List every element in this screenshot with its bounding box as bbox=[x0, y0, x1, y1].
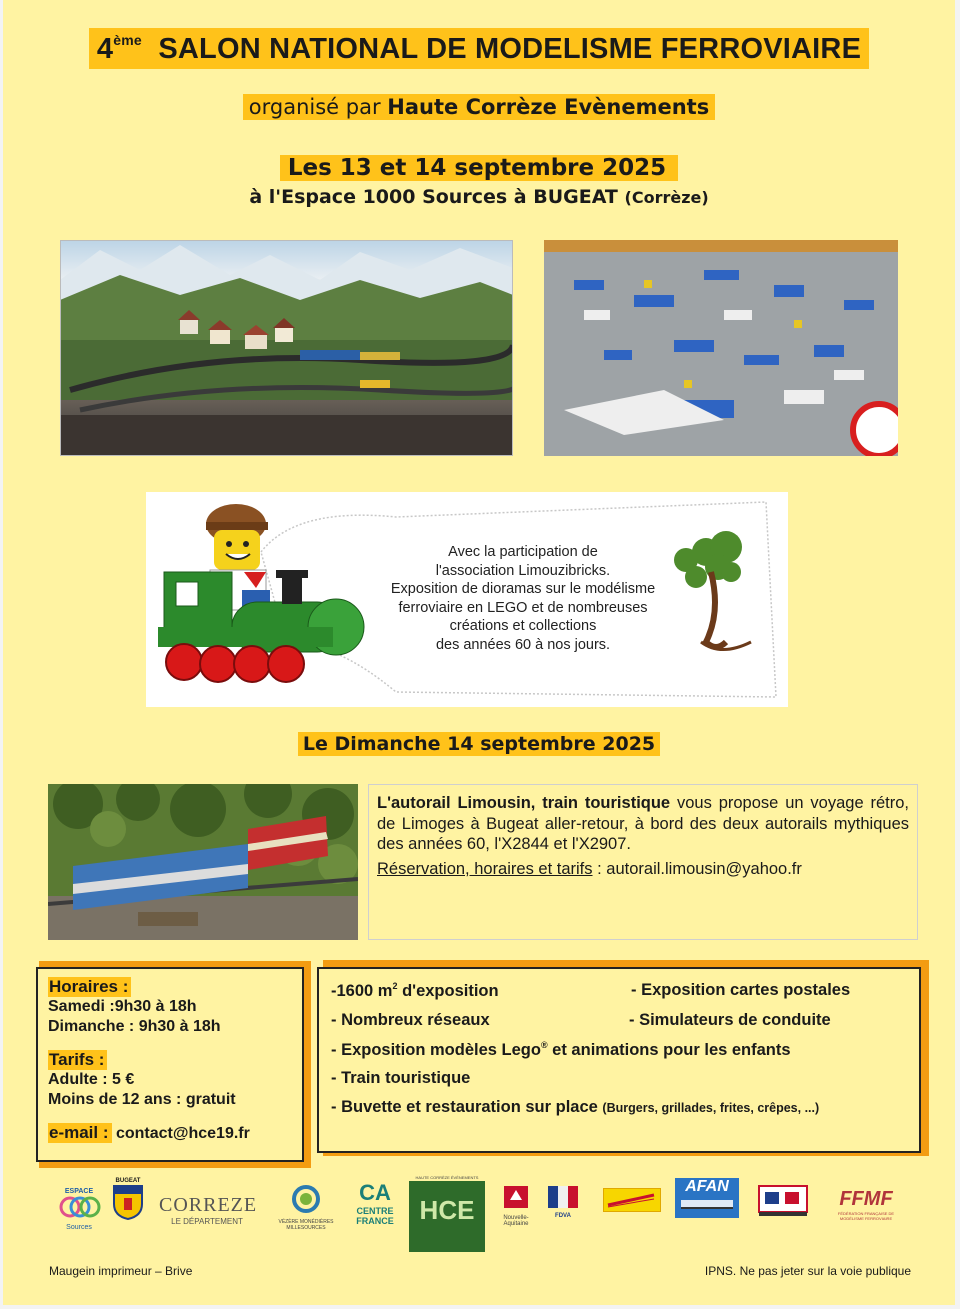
printer-credit: Maugein imprimeur – Brive bbox=[49, 1264, 193, 1278]
logo-text: Sources bbox=[66, 1224, 92, 1231]
event-region: (Corrèze) bbox=[624, 188, 709, 207]
logo-text: HAUTE CORRÈZE ÉVÈNEMENTS bbox=[409, 1174, 485, 1181]
logo-text: BUGEAT bbox=[115, 1178, 141, 1184]
sponsor-logos bbox=[43, 1174, 923, 1254]
autorail-photo bbox=[48, 784, 358, 940]
hours-sunday: Dimanche : 9h30 à 18h bbox=[48, 1018, 221, 1035]
organised-by-label: organisé par bbox=[248, 95, 381, 119]
logo-text: FRANCE bbox=[356, 1216, 394, 1226]
logo-text: FFMF bbox=[839, 1188, 893, 1210]
model-railway-photo bbox=[60, 240, 513, 456]
reservation-separator: : bbox=[597, 859, 602, 878]
afan-logo bbox=[675, 1178, 739, 1218]
vezere-monedieres-logo bbox=[265, 1184, 347, 1231]
logo-text: CA bbox=[359, 1180, 391, 1205]
autorail-description bbox=[377, 793, 909, 855]
hours-heading: Horaires : bbox=[48, 977, 131, 997]
info-networks: - Nombreux réseaux bbox=[331, 1011, 490, 1029]
edition-suffix: ème bbox=[113, 32, 142, 48]
buvette-text: - Buvette et restauration sur place bbox=[331, 1098, 598, 1116]
organiser-line bbox=[243, 94, 715, 120]
espace-1000-sources-logo bbox=[53, 1188, 105, 1231]
lego-prefix: - Exposition modèles Lego bbox=[331, 1041, 541, 1059]
reservation-label: Réservation, horaires et tarifs bbox=[377, 859, 593, 878]
lego-registered: ® bbox=[540, 1040, 548, 1050]
info-simulators: - Simulateurs de conduite bbox=[629, 1011, 831, 1029]
event-dates: Les 13 et 14 septembre 2025 bbox=[280, 155, 678, 181]
logo-text: LE DÉPARTEMENT bbox=[171, 1217, 243, 1226]
logo-text: Nouvelle- bbox=[503, 1215, 529, 1221]
info-buvette bbox=[331, 1098, 819, 1117]
info-postcards: - Exposition cartes postales bbox=[631, 981, 851, 999]
nouvelle-aquitaine-logo bbox=[495, 1184, 537, 1227]
sunday-heading: Le Dimanche 14 septembre 2025 bbox=[298, 732, 660, 756]
logo-text: Aquitaine bbox=[503, 1221, 529, 1227]
reservation-email[interactable]: autorail.limousin@yahoo.fr bbox=[606, 859, 802, 878]
poster bbox=[3, 0, 955, 1305]
place-row bbox=[3, 186, 955, 208]
date-row bbox=[3, 155, 955, 181]
expo-area-unit-sup: 2 bbox=[392, 981, 398, 991]
hce-logo bbox=[409, 1174, 485, 1252]
logo-text: CORREZE bbox=[159, 1194, 258, 1216]
edition-number: 4 bbox=[96, 33, 114, 65]
buvette-detail: (Burgers, grillades, frites, crêpes, ...) bbox=[602, 1101, 820, 1115]
credit-agricole-logo bbox=[347, 1180, 403, 1226]
info-box bbox=[317, 967, 921, 1153]
ipns-notice: IPNS. Ne pas jeter sur la voie publique bbox=[704, 1264, 911, 1278]
lego-line: l'association Limouzibricks. bbox=[435, 562, 611, 579]
lego-suffix: et animations pour les enfants bbox=[547, 1041, 791, 1059]
lego-text bbox=[363, 543, 683, 655]
hours-box bbox=[36, 967, 304, 1162]
railway-club-logo bbox=[755, 1182, 811, 1220]
lego-line: Avec la participation de bbox=[448, 544, 598, 560]
event-place: à l'Espace 1000 Sources à BUGEAT bbox=[249, 186, 618, 208]
organiser-row bbox=[3, 94, 955, 120]
amfl-yellow-logo bbox=[603, 1188, 661, 1212]
info-expo-area bbox=[331, 981, 499, 1001]
lego-line: créations et collections bbox=[449, 618, 597, 635]
organiser-name: Haute Corrèze Evènements bbox=[387, 95, 710, 119]
reservation-line bbox=[377, 859, 909, 880]
title-row bbox=[3, 28, 955, 69]
correze-departement-logo bbox=[159, 1194, 258, 1226]
price-adult: Adulte : 5 € bbox=[48, 1071, 135, 1088]
bugeat-crest-logo bbox=[111, 1178, 145, 1225]
lego-line: des années 60 à nos jours. bbox=[435, 636, 611, 653]
fdva-logo bbox=[535, 1186, 591, 1219]
autorail-text: vous propose un voyage rétro, de Limoges à Bugeat aller-retour, à bord des deux autorails mythiques des années 60, l'X2844 et l'X2907. bbox=[377, 794, 909, 853]
contact-email[interactable]: contact@hce19.fr bbox=[115, 1125, 250, 1142]
autorail-lead: L'autorail Limousin, train touristique bbox=[377, 794, 671, 812]
lego-line: Exposition de dioramas sur le modélisme bbox=[390, 581, 656, 598]
hours-saturday: Samedi :9h30 à 18h bbox=[48, 998, 197, 1015]
price-child: Moins de 12 ans : gratuit bbox=[48, 1091, 236, 1108]
info-train: - Train touristique bbox=[331, 1069, 471, 1087]
title-text: SALON NATIONAL DE MODELISME FERROVIAIRE bbox=[158, 33, 862, 65]
ffmf-logo bbox=[833, 1188, 899, 1221]
logo-text: ESPACE bbox=[64, 1188, 94, 1195]
expo-area-prefix: -1600 m bbox=[331, 982, 393, 1000]
logo-text: CENTRE bbox=[356, 1206, 394, 1216]
autorail-info bbox=[368, 784, 918, 940]
logo-text: VÉZÈRE MONÉDIÈRES MILLESOURCES bbox=[278, 1219, 334, 1231]
event-title bbox=[89, 28, 869, 69]
expo-area-suffix: d'exposition bbox=[397, 982, 499, 1000]
email-label: e-mail : bbox=[48, 1123, 112, 1143]
info-lego bbox=[331, 1040, 791, 1060]
logo-text: HCE bbox=[419, 1195, 475, 1225]
lego-line: ferroviaire en LEGO et de nombreuses bbox=[398, 599, 648, 616]
logo-text: AFAN bbox=[685, 1178, 729, 1195]
prices-heading: Tarifs : bbox=[48, 1050, 107, 1070]
logo-text: FDVA bbox=[555, 1213, 571, 1219]
lego-spaceships-photo bbox=[544, 240, 898, 456]
sunday-row bbox=[3, 732, 955, 756]
logo-text: FÉDÉRATION FRANÇAISE DE MODÉLISME FERROVIAIRE bbox=[837, 1211, 895, 1221]
